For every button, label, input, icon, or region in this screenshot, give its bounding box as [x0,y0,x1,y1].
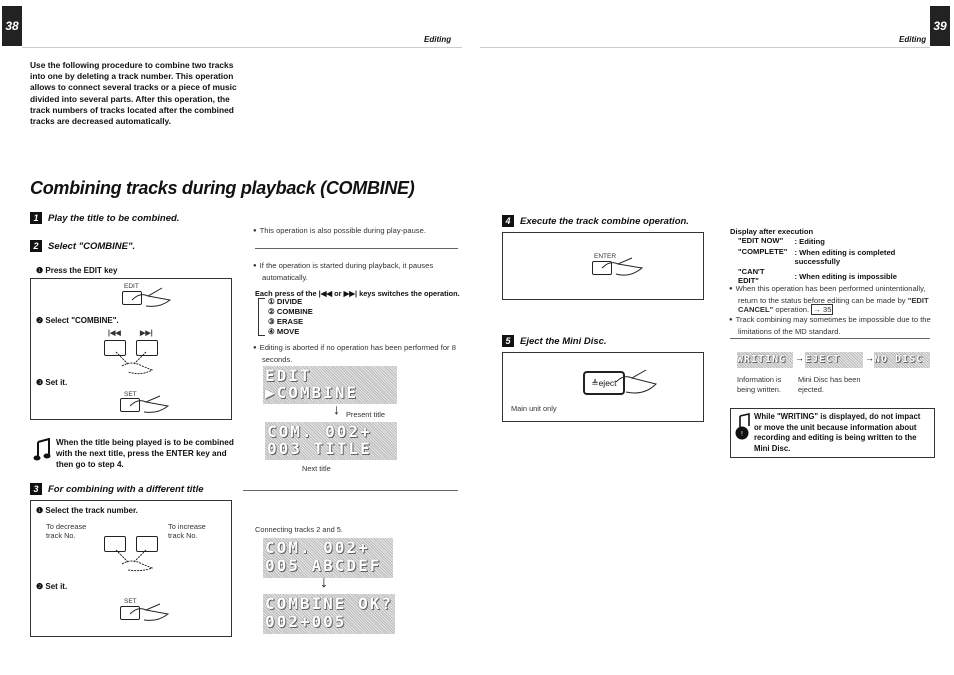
set-label: SET [124,598,137,605]
intro-paragraph: Use the following procedure to combine two tracks into one by deleting a track number. This operation allows to connect several tracks or a piece of music divided into several parts. After this operation, the track numbers of tracks located after the combined tracks are decreased automatically. [30,60,237,127]
down-arrow-icon: ↓ [320,574,328,591]
step-1: 1 Play the title to be combined. [30,212,179,224]
step3-sub1: ❶ Select the track number. [36,506,138,515]
hand-icon [128,602,172,624]
step-3: 3 For combining with a different title [30,483,204,495]
step-5: 5 Eject the Mini Disc. [502,335,607,347]
page-title: Combining tracks during playback (COMBINE) [30,178,415,198]
step-4: 4 Execute the track combine operation. [502,215,689,227]
lcd-edit-combine: EDIT ▶COMBINE [263,366,397,404]
down-arrow-icon: ↓ [333,401,340,417]
display-after-execution: Display after execution "EDIT NOW" : Editing "COMPLETE" : When editing is completed successfully "CAN'T EDIT" : When editing is impossible [730,227,898,285]
to-increase-label: To increase track No. [168,522,206,540]
display-note1: When this operation has been performed unintentionally, return to the status before editing can be made by "EDIT CANCEL" operation. → 35 [735,284,929,315]
hand-icon [600,256,646,280]
lcd-no-disc: NO DISC [874,352,930,368]
middle-note1: This operation is also possible during play-pause. [259,226,426,235]
options-list: ① DIVIDE ② COMBINE ③ ERASE ④ MOVE [268,297,313,336]
arrow-right-icon: → [865,353,874,363]
tip-text: When the title being played is to be combined with the next title, press the ENTER key and then go to step 4. [56,438,234,469]
middle-note3: Editing is aborted if no operation has been performed for 8 seconds. [259,343,456,364]
step2-sub1: ❶ Press the EDIT key [36,266,118,275]
step2-sub3: ❸ Set it. [36,378,68,387]
next-title-label: Next title [302,464,331,473]
svg-text:!: ! [741,431,743,438]
middle-note2: If the operation is started during playback, it pauses automatically. [259,261,434,282]
caution-icon [733,412,751,440]
hand-icon [112,350,158,376]
lcd-writing: WRITING [737,352,793,368]
to-decrease-label: To decrease track No. [46,522,87,540]
present-title-label: Present title [346,410,386,419]
ejected-caption: Mini Disc has been ejected. [798,375,861,394]
caution-text: While "WRITING" is displayed, do not impact or move the unit because information about recording and editing is being written to the Mini Disc. [754,412,921,453]
enter-label: ENTER [594,253,617,260]
step3-sub2: ❷ Set it. [36,582,68,591]
section-label-left: Editing [424,35,452,44]
main-unit-only: Main unit only [511,404,557,413]
hand-icon [614,368,660,398]
display-note2: Track combining may sometimes be impossible due to the limitations of the MD standard. [735,315,931,336]
hand-icon [128,394,172,416]
step-2: 2 Select "COMBINE". [30,240,135,252]
page-number-right: 39 [930,6,950,46]
lcd-combine-ok: COMBINE OK? 002+005 [263,594,395,634]
arrow-right-icon: → [795,353,804,363]
eject-button[interactable]: ≜eject [583,371,625,395]
lcd-com-title: COM. 002+ 003 TITLE [265,422,397,460]
next-icon: ▶▶| [140,330,153,337]
edit-label: EDIT [124,283,139,290]
press-intro: Each press of the |◀◀ or ▶▶| keys switches the operation. [255,289,460,298]
lcd-com-abcdef: COM. 002+ 005 ABCDEF [263,538,393,578]
music-note-icon [33,438,51,462]
page-number-left: 38 [2,6,22,46]
lcd-eject: EJECT [805,352,863,368]
step2-sub2: ❷ Select "COMBINE". [36,316,119,325]
set-label: SET [124,391,137,398]
hand-icon [130,286,174,310]
connecting-label: Connecting tracks 2 and 5. [255,525,343,534]
section-label-right: Editing [899,35,927,44]
writing-caption: Information is being written. [737,375,782,394]
prev-icon: |◀◀ [108,330,121,337]
hand-icon [112,548,158,572]
